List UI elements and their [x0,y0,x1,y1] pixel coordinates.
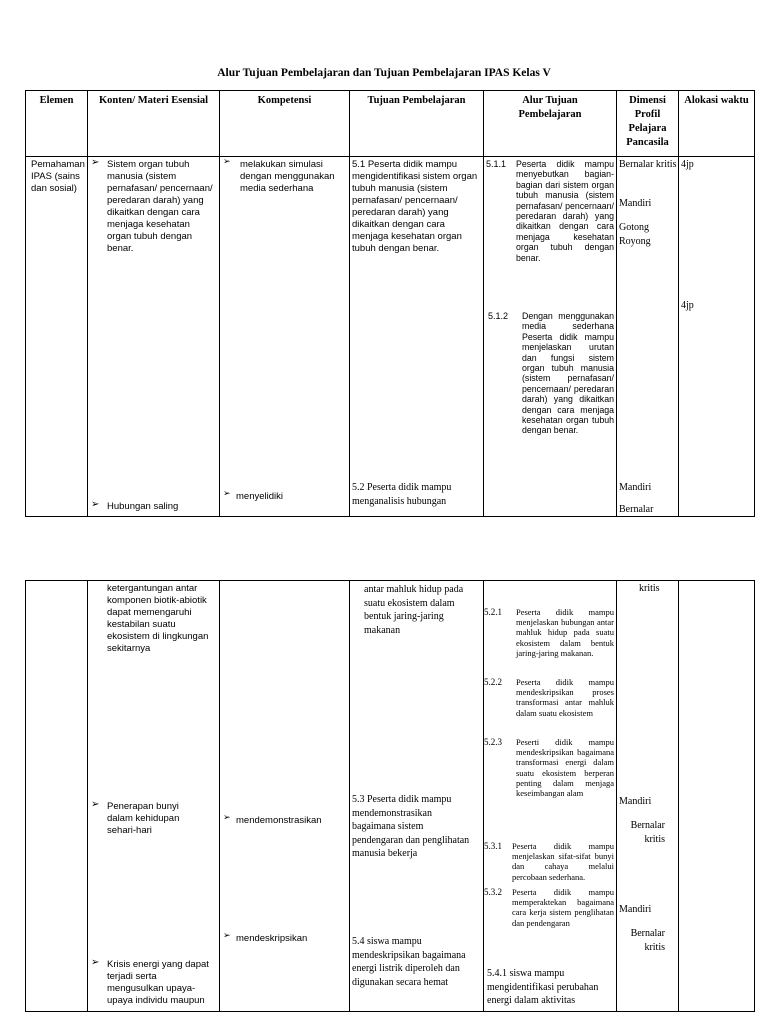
cell-alur [484,157,617,517]
konten-item-1: ketergantungan antar komponen biotik-abiotik dapat memengaruhi kestabilan suatu ekosistem di lingkungan sekitarnya [107,583,209,654]
cell-tujuan [350,157,484,517]
table-row [26,581,755,1012]
arrow-bullet-icon: ➢ [223,931,231,941]
table-page-1 [25,90,755,517]
cell-alokasi [679,157,755,517]
dimensi-item: kritis [639,583,660,594]
header-row [26,91,755,157]
dimensi-text: Bernalar kritis [630,928,665,953]
atp-item-6: 5.4.1 siswa mampu mengidentifikasi perubahan energi dalam aktivitas [487,968,599,1006]
dimensi-item: Mandiri [619,904,652,915]
tujuan-item-3: 5.4 siswa mampu mendeskripsikan bagaimana energi listrik diperoleh dan digunakan secara hemat [352,936,466,988]
cell-alur [484,581,617,1012]
atp-item-2: Dengan menggunakan media sederhana Peserta didik mampu menjelaskan urutan dan fungsi sistem organ tubuh manusia (sistem pernafasan/ pencernaan/ peredaran darah) yang dikaitkan dengan cara menjaga kesehatan organ tubuh dengan benar. [522,311,614,436]
dimensi-item [619,819,677,846]
dimensi-item: Gotong Royong [619,222,651,247]
konten-item-3: Krisis energi yang dapat terjadi serta mengusulkan upaya-upaya individu maupun [107,959,209,1006]
kompetensi-item-2: mendeskripsikan [236,933,308,944]
dimensi-item: Mandiri [619,482,652,493]
arrow-bullet-icon: ➢ [91,957,100,968]
atp-item-3: Peserti didik mampu mendeskripsikan bagaimana transformasi energi dalam suatu ekosistem berperan penting dalam menjaga keseimbangan alam [516,737,614,799]
konten-item-1: Sistem organ tubuh manusia (sistem pernafasan/ pencernaan/ peredaran darah) yang dikaitkan dengan cara menjaga kesehatan organ tubuh dengan benar. [107,159,213,254]
cell-elemen [26,581,88,1012]
arrow-bullet-icon: ➢ [91,799,100,810]
atp-item-5: Peserta didik mampu memperaktekan bagaimana cara kerja sistem penglihatan dan pendengaran [512,887,614,928]
table-row [26,157,755,517]
cell-tujuan [350,581,484,1012]
atp-number: 5.2.1 [484,607,502,617]
atp-item-2: Peserta didik mampu mendeskripsikan proses transformasi antar mahluk dalam suatu ekosistem [516,677,614,718]
arrow-bullet-icon: ➢ [223,157,231,167]
dimensi-item [619,927,677,954]
document-title: Alur Tujuan Pembelajaran dan Tujuan Pembelajaran IPAS Kelas V [217,67,551,79]
atp-number: 5.1.1 [486,159,507,169]
alokasi-item: 4jp [681,300,694,311]
konten-item-2: Hubungan saling [107,501,179,512]
cell-alokasi [679,581,755,1012]
dimensi-item: Mandiri [619,796,652,807]
konten-item-2: Penerapan bunyi dalam kehidupan sehari-hari [107,801,180,836]
atp-item-4: Peserta didik mampu menjelaskan sifat-sifat bunyi dan cahaya melalui percobaan sederhana. [512,841,614,882]
cell-konten [88,157,220,517]
header-tujuan-pembelajaran: Tujuan Pembelajaran [350,91,484,157]
table-page-2 [25,580,755,1012]
cell-konten [88,581,220,1012]
tujuan-item-2: 5.2 Peserta didik mampu menganalisis hubungan [352,482,452,507]
atp-item-1: Peserta didik mampu menyebutkan bagian-bagian dari sistem organ tubuh manusia (sistem pernafasan/ pencernaan/ peredaran darah) yang dikaitkan dengan cara menjaga kesehatan organ tubuh dengan benar. [516,159,614,263]
cell-dimensi [617,157,679,517]
arrow-bullet-icon: ➢ [223,489,231,499]
dimensi-item: Mandiri [619,198,652,209]
header-konten: Konten/ Materi Esensial [88,91,220,157]
arrow-bullet-icon: ➢ [223,813,231,823]
header-dimensi: Dimensi Profil Pelajara Pancasila [617,91,679,157]
dimensi-text: Bernalar kritis [630,820,665,845]
cell-kompetensi [220,157,350,517]
cell-dimensi [617,581,679,1012]
tujuan-item-1: antar mahluk hidup pada suatu ekosistem dalam bentuk jaring-jaring makanan [364,584,464,636]
atp-number: 5.3.1 [484,841,502,851]
atp-item-1: Peserta didik mampu menjelaskan hubungan antar mahluk hidup pada suatu ekosistem dalam bentuk jaring-jaring makanan. [516,607,614,658]
cell-kompetensi [220,581,350,1012]
elemen-text: Pemahaman IPAS (sains dan sosial) [31,159,85,194]
header-kompetensi: Kompetensi [220,91,350,157]
header-elemen: Elemen [26,91,88,157]
kompetensi-item-2: menyelidiki [236,491,283,502]
arrow-bullet-icon: ➢ [91,157,100,168]
kompetensi-item-1: mendemonstrasikan [236,815,322,826]
atp-number: 5.3.2 [484,887,502,897]
alokasi-item: 4jp [681,159,694,170]
arrow-bullet-icon: ➢ [91,499,100,510]
tujuan-item-2: 5.3 Peserta didik mampu mendemonstrasikan bagaimana sistem pendengaran dan penglihatan manusia bekerja [352,794,470,859]
dimensi-item: Bernalar kritis [619,159,677,170]
header-alur-tujuan: Alur Tujuan Pembelajaran [484,91,617,157]
tujuan-item-1: 5.1 Peserta didik mampu mengidentifikasi sistem organ tubuh manusia (sistem pernafasan/ pencernaan/ peredaran darah) yang dikaitkan dengan cara menjaga kesehatan organ tubuh dengan benar. [352,159,478,254]
kompetensi-item-1: melakukan simulasi dengan menggunakan media sederhana [240,159,335,194]
cell-elemen [26,157,88,517]
dimensi-item: Bernalar [619,504,654,515]
atp-number: 5.2.3 [484,737,502,747]
header-alokasi: Alokasi waktu [679,91,755,157]
atp-number: 5.1.2 [488,311,509,321]
atp-number: 5.2.2 [484,677,502,687]
